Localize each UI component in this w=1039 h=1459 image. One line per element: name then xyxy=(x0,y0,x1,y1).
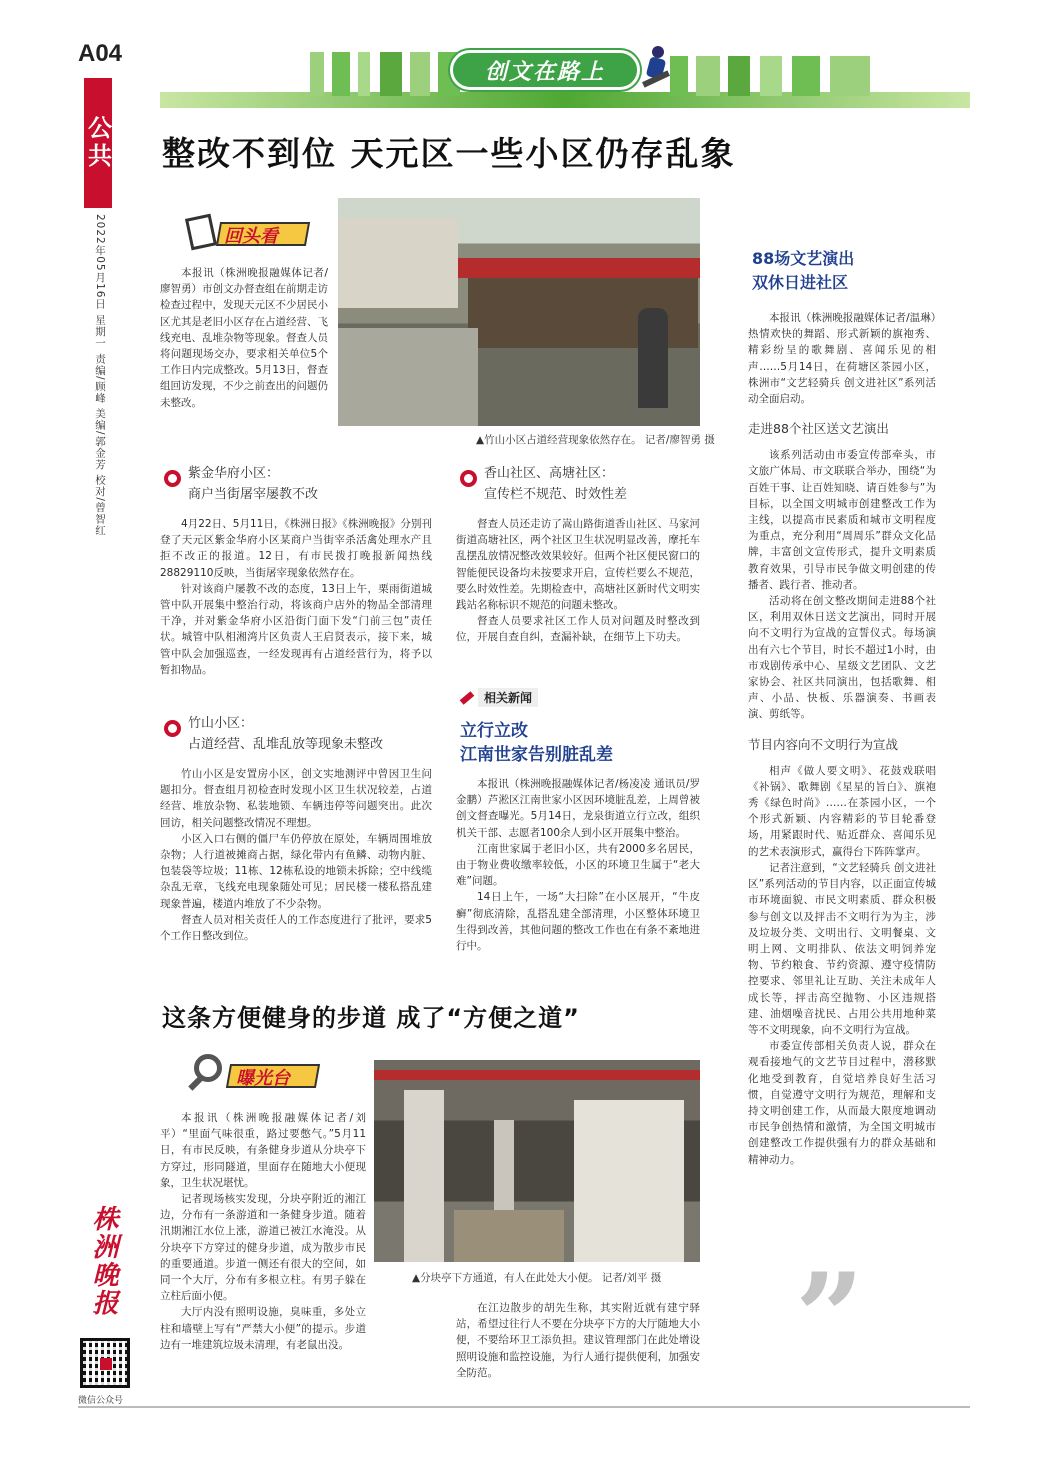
tag-huitoukan xyxy=(178,210,328,254)
pen-icon xyxy=(185,214,217,251)
bottom-para3: 大厅内没有照明设施，臭味重，多处立柱和墙壁上写有“严禁大小便”的提示。步道边有一堆建筑垃圾未清理，有老鼠出没。 xyxy=(160,1306,366,1351)
section2-head xyxy=(160,712,440,752)
related-title2: 江南世家告别脏乱差 xyxy=(460,745,613,765)
circle-icon xyxy=(164,470,181,487)
right-para2: 该系列活动由市委宣传部牵头，市文旅广体局、市文联联合举办，围绕“为百姓干事、让百姓知晓、请百姓参与”为目标，以全国文明城市创建整改工作为主线，以提高市民素质和城市文明程度为重点，充分利用“周周乐”群众文化品牌，丰富创文宣传形式，提升文明素质教育效果，引导市民争做文明创建的传播者、践行者、推动者。 xyxy=(748,449,936,591)
right-para3: 活动将在创文整改期间走进88个社区，利用双休日送文艺演出，同时开展向不文明行为宣战的宣誓仪式。每场演出有六七个节目，时长不超过1小时，由市戏剧传承中心、星级文艺团队、文艺家协会、社区共同演出，包括歌舞、相声、小品、快板、乐器演奏、书画表演、剪纸等。 xyxy=(748,595,936,721)
right-para6: 市委宣传部相关负责人说，群众在观看接地气的文艺节目过程中，潜移默化地受到教育，自觉培养良好生活习惯，自觉遵守文明行为规范，理解和支持文明创建工作，从而最大限度地调动市民争创热情和激情，为全国文明城市创建整改工作提供强有力的群众基础和精神动力。 xyxy=(748,1040,936,1166)
main-headline: 整改不到位 天元区一些小区仍存乱象 xyxy=(162,134,736,173)
top-photo-caption: ▲竹山小区占道经营现象依然存在。 记者/廖智勇 摄 xyxy=(476,434,715,446)
pen-icon xyxy=(460,691,475,705)
banner-title-box xyxy=(450,50,640,90)
section2-subtitle: 占道经营、乱堆乱放等现象未整改 xyxy=(188,737,384,752)
section2-title: 竹山小区： xyxy=(188,716,254,731)
circle-icon xyxy=(164,720,181,737)
quote-marks-icon: ” xyxy=(795,1247,865,1388)
right-subhead1: 走进88个社区送文艺演出 xyxy=(748,421,889,437)
s2-para2: 小区入口右侧的僵尸车仍停放在原处，车辆周围堆放杂物；人行道被摊商占据，绿化带内有鱼鳞、动物内脏、包装袋等垃圾；11栋、12栋私设的地锁未拆除；空中线缆杂乱无章，飞线充电现象随处可见；居民楼一楼私搭乱建现象普遍，楼道内堆放了不少杂物。 xyxy=(160,832,432,910)
section3-title: 香山社区、高塘社区： xyxy=(484,466,615,481)
s3-para1: 督查人员还走访了嵩山路街道香山社区、马家河街道高塘社区，两个社区卫生状况明显改善，摩托车乱摆乱放情况整改效果较好。但两个社区便民窗口的智能便民设备均未按要求开启，宣传栏要么不规范，要么时效性差。先期检查中，高塘社区新时代文明实践站名称标识不规范的问题未整改。 xyxy=(456,518,700,612)
section-label: 公共 xyxy=(83,115,112,171)
section1-subtitle: 商户当街屠宰屡教不改 xyxy=(188,487,319,502)
related-para2: 江南世家属于老旧小区，共有2000多名居民，由于物业费收缴率较低，小区的环境卫生属于“老大难”问题。 xyxy=(456,842,700,888)
tunnel-photo xyxy=(374,1060,700,1262)
related-para3: 14日上午，一场“大扫除”在小区展开，“牛皮癣”彻底清除，乱搭乱建全部清理，小区整体环境卫生得到改善，其他问题的整改工作也在有条不紊地进行中。 xyxy=(456,891,700,953)
runner-icon xyxy=(642,46,672,96)
banner-title: 创文在路上 xyxy=(484,59,605,85)
section-tab xyxy=(84,78,112,208)
tag-label: 回头看 xyxy=(224,226,278,247)
date-line: 2022年05月16日 星期一 责编/顾峰 美编/郭金芳 校对/曾智红 xyxy=(94,214,106,537)
s3-para2: 督查人员要求社区工作人员对问题及时整改到位，开展自查自纠，查漏补缺，在细节上下功夫。 xyxy=(456,615,700,644)
bottom-para4: 在江边散步的胡先生称，其实附近就有建宁驿站，希望过往行人不要在分块亭下方的大厅随地大小便，不要给环卫工添负担。建议管理部门在此处增设照明设施和监控设施，为行人通行提供便利，加强安全防范。 xyxy=(456,1302,700,1379)
section3-subtitle: 宣传栏不规范、时效性差 xyxy=(484,487,628,502)
qr-code[interactable] xyxy=(80,1338,130,1388)
tag-baoguangtai xyxy=(188,1052,338,1098)
related-tag: 相关新闻 xyxy=(460,688,538,707)
right-title1: 88场文艺演出 xyxy=(752,249,855,268)
section1-title: 紫金华府小区： xyxy=(188,466,280,481)
right-para5: 记者注意到，“文艺轻骑兵 创文进社区”系列活动的节目内容，以正面宣传城市环境面貌、市民文明素质、群众积极参与创文以及抨击不文明行为为主，涉及垃圾分类、文明出行、文明餐桌、文明上网、文明排队、依法文明饲养宠物、节约粮食、节约资源、遵守疫情防控要求、邻里礼让互助、关注未成年人成长等，抨击高空抛物、小区违规搭建、油烟噪音扰民、占用公共用地种菜等不文明现象，向不文明行为宣战。 xyxy=(748,861,936,1036)
related-title1: 立行立改 xyxy=(460,721,528,741)
section1-head xyxy=(160,462,440,502)
footer-rule xyxy=(78,1406,970,1408)
s2-para1: 竹山小区是安置房小区，创文实地测评中曾因卫生问题扣分。督查组月初检查时发现小区卫生状况较差，占道经营、堆放杂物、私装地锁、车辆违停等问题突出。此次回访，相关问题整改情况不理想。 xyxy=(160,768,432,829)
bottom-headline: 这条方便健身的步道 成了“方便之道” xyxy=(162,1004,580,1032)
brand-logo: 株洲晚报 xyxy=(88,1205,118,1317)
s2-para3: 督查人员对相关责任人的工作态度进行了批评，要求5个工作日整改到位。 xyxy=(160,913,432,943)
lead-paragraph: 本报讯（株洲晚报融媒体记者/廖智勇）市创文办督查组在前期走访检查过程中，发现天元区不少居民小区尤其是老旧小区存在占道经营、飞线充电、乱堆杂物等现象。督查人员将问题现场交办，要求相关单位5个工作日内完成整改。5月13日，督查组回访发现，不少之前查出的问题仍未整改。 xyxy=(160,267,328,409)
skyline-left xyxy=(310,52,460,96)
s1-para1: 4月22日、5月11日，《株洲日报》《株洲晚报》分别刊登了天元区紫金华府小区某商户当街宰杀活禽处理水产且拒不改正的报道。12日，有市民拨打晚报新闻热线28829110反映，当街屠宰现象依然存在。 xyxy=(160,518,432,579)
bottom-para2: 记者现场核实发现，分块亭附近的湘江边，分布有一条游道和一条健身步道。随着汛期湘江水位上涨，游道已被江水淹没。从分块亭下方穿过的健身步道，成为散步市民的重要通道。步道一侧还有很大的空间，如同一个大厅，分布有多根立柱。有男子躲在立柱后面小便。 xyxy=(160,1193,366,1303)
bottom-para1: 本报讯（株洲晚报融媒体记者/刘平）“里面气味很重，路过要憋气。”5月11日，有市民反映，有条健身步道从分块亭下方穿过，形同隧道，里面存在随地大小便现象，卫生状况堪忧。 xyxy=(160,1112,366,1189)
section3-head xyxy=(456,462,736,502)
right-para1: 本报讯（株洲晚报融媒体记者/温琳）热情欢快的舞蹈、形式新颖的旗袍秀、精彩纷呈的歌舞剧、喜闻乐见的相声……5月14日，在荷塘区茶园小区，株洲市“文艺轻骑兵 创文进社区”系列活动全面启动。 xyxy=(748,312,936,406)
right-para4: 相声《做人要文明》、花鼓戏联唱《补锅》、歌舞剧《星星的旨白》、旗袍秀《绿色时尚》……在茶园小区，一个个形式新颖、内容精彩的节目轮番登场，用紧跟时代、贴近群众、喜闻乐见的艺术表演形式，赢得台下阵阵掌声。 xyxy=(748,764,936,858)
right-title2: 双休日进社区 xyxy=(752,273,849,292)
skyline-right xyxy=(670,56,870,96)
s1-para2: 针对该商户屡教不改的态度，13日上午，栗雨街道城管中队开展集中整治行动，将该商户店外的物品全部清理干净，并对紫金华府小区沿街门面下发“门前三包”责任状。城管中队相湘湾片区负责人王启贤表示，接下来，城管中队会加强巡查，一经发现再有占道经营行为，将予以暂扣物品。 xyxy=(160,582,432,676)
related-para1: 本报讯（株洲晚报融媒体记者/杨凌凌 通讯员/罗金鹏）芦淞区江南世家小区因环境脏乱差，上周曾被创文督查曝光。5月14日，龙泉街道立行立改，组织机关干部、志愿者100余人到小区开展集中整治。 xyxy=(456,778,700,839)
qr-label: 微信公众号 xyxy=(78,1396,124,1406)
bottom-photo-caption: ▲分块亭下方通道，有人在此处大小便。 记者/刘平 摄 xyxy=(412,1272,662,1284)
circle-icon xyxy=(460,470,477,487)
tag-label: 曝光台 xyxy=(236,1068,290,1089)
banner xyxy=(160,42,970,108)
page-number: A04 xyxy=(78,40,123,67)
right-subhead2: 节目内容向不文明行为宣战 xyxy=(748,736,899,752)
market-photo xyxy=(338,198,700,426)
